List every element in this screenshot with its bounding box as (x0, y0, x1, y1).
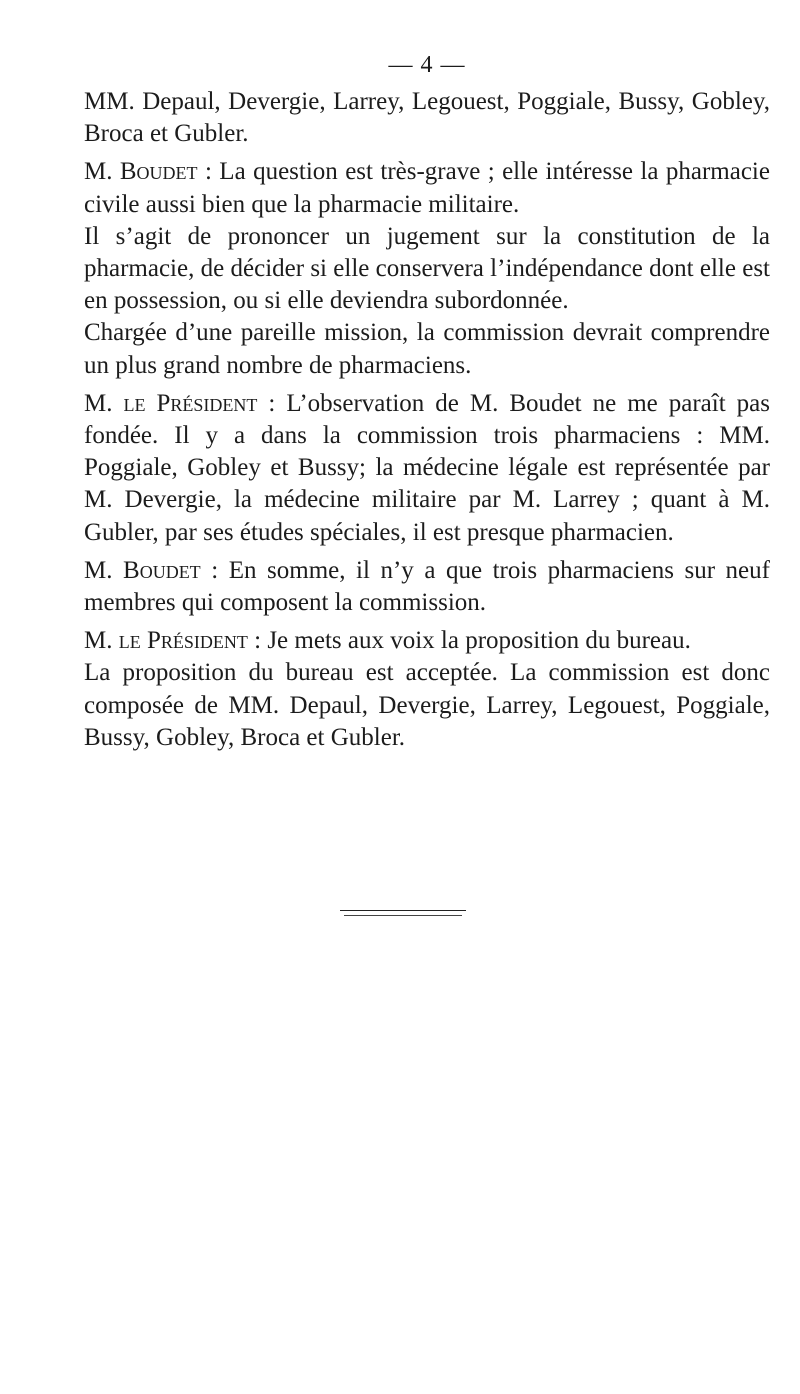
speaker-name: M. le Président (84, 389, 258, 417)
paragraph-text: : Je mets aux voix la proposition du bureau. (247, 627, 691, 655)
paragraph-boudet-2 (84, 555, 770, 619)
paragraph-text: MM. Depaul, Devergie, Larrey, Legouest, Poggiale, Bussy, Gobley, Broca et Gubler. (84, 88, 770, 148)
paragraph-text: : L’observation de M. Boudet ne me paraît pas fondée. Il y a dans la commission trois pharmaciens : MM. Poggiale, Gobley et Bussy; la médecine légale est représentée par M. Devergie, la médecine militaire par M. Larrey ; quant à M. Gubler, par ses études spéciales, il est presque pharmacien. (84, 389, 770, 546)
paragraph-president-2 (84, 625, 770, 657)
paragraph-president-1 (84, 388, 770, 549)
paragraph-members (84, 86, 770, 150)
paragraph-mission (84, 317, 770, 381)
paragraph-boudet-1 (84, 156, 770, 220)
paragraph-text: La proposition du bureau est acceptée. La commission est donc composée de MM. Depaul, Devergie, Larrey, Legouest, Poggiale, Bussy, Gobley, Broca et Gubler. (84, 659, 770, 751)
speaker-name: M. le Président (84, 627, 248, 655)
footer-rule (340, 910, 466, 911)
page (84, 50, 770, 754)
footer-rule-secondary (344, 915, 462, 916)
paragraph-constitution (84, 221, 770, 318)
page-number: — 4 — (388, 52, 466, 78)
paragraph-text: Chargée d’une pareille mission, la commission devrait comprendre un plus grand nombre de pharmaciens. (84, 319, 770, 379)
speaker-name: M. Boudet (84, 556, 201, 584)
paragraph-text: Il s’agit de prononcer un jugement sur la constitution de la pharmacie, de décider si elle conservera l’indépendance dont elle est en possession, ou si elle deviendra subordonnée. (84, 222, 770, 315)
paragraph-text: : La question est très-grave ; elle intéresse la pharmacie civile aussi bien que la pharmacie militaire. (84, 158, 770, 218)
paragraph-conclusion (84, 657, 770, 754)
speaker-name: M. Boudet (84, 158, 198, 186)
paragraph-text: : En somme, il n’y a que trois pharmaciens sur neuf membres qui composent la commission. (84, 556, 770, 617)
